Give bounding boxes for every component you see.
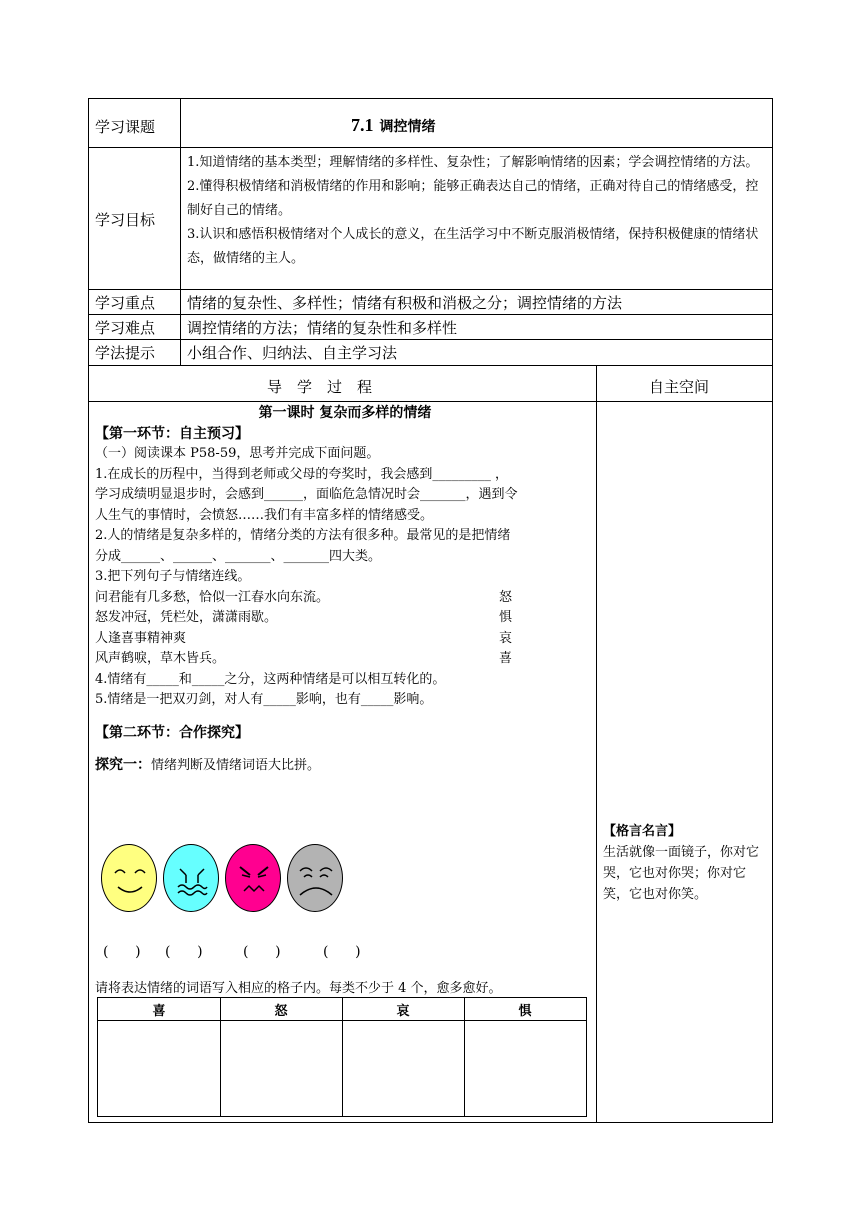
hard-label: 学习难点 — [95, 319, 156, 337]
row-divider — [89, 365, 772, 366]
row-divider — [89, 314, 772, 315]
angry-face-icon — [225, 844, 281, 912]
hard-text: 调控情绪的方法；情绪的复杂性和多样性 — [187, 319, 458, 337]
method-label: 学法提示 — [95, 344, 156, 362]
question-text: 分成______、______、_______、_______四大类。 — [95, 548, 382, 564]
answer-blank: ( ) — [243, 944, 281, 960]
key-text: 情绪的复杂性、多样性；情绪有积极和消极之分；调控情绪的方法 — [187, 294, 623, 312]
sad-face-icon — [287, 844, 343, 912]
page-title — [351, 115, 436, 136]
row-divider — [89, 401, 772, 402]
section-heading: 【第二环节：合作探究】 — [95, 724, 249, 741]
match-emotion: 哀 — [499, 630, 513, 646]
row-divider — [89, 339, 772, 340]
key-label: 学习重点 — [95, 294, 156, 312]
column-divider — [596, 365, 597, 1123]
lesson-title: 第一课时 复杂而多样的情绪 — [258, 405, 432, 421]
match-row — [95, 649, 595, 670]
quote-title: 【格言名言】 — [603, 824, 682, 839]
explore-label: 探究一： — [95, 757, 151, 773]
question-text: 3.把下列句子与情绪连线。 — [95, 569, 251, 584]
sidebar-quote — [603, 821, 768, 905]
match-emotion: 惧 — [499, 610, 513, 625]
free-space-column-header: 自主空间 — [649, 378, 710, 396]
happy-face-icon — [101, 844, 157, 912]
table-header-fear: 惧 — [518, 1004, 532, 1019]
match-row — [95, 608, 595, 629]
anxious-face-icon — [163, 844, 219, 912]
topic-number: 7.1 — [351, 115, 374, 135]
answer-blank: ( ) — [323, 944, 361, 960]
goal-item: 1.知道情绪的基本类型；理解情绪的多样性、复杂性；了解影响情绪的因素；学会调控情绪的方法。 — [187, 155, 759, 170]
question-text: 4.情绪有_____和_____之分，这两种情绪是可以相互转化的。 — [95, 671, 446, 687]
method-text: 小组合作、归纳法、自主学习法 — [187, 344, 398, 362]
match-row — [95, 588, 595, 609]
table-header-anger: 怒 — [274, 1004, 288, 1019]
row-divider — [89, 289, 772, 290]
match-sentence: 问君能有几多愁，恰似一江春水向东流。 — [95, 589, 330, 605]
explore-text: 情绪判断及情绪词语大比拼。 — [151, 758, 321, 773]
process-column-header: 导 学 过 程 — [267, 378, 373, 396]
row-divider — [89, 147, 772, 148]
match-sentence: 人逢喜事精神爽 — [95, 630, 187, 646]
goal-list — [187, 151, 767, 271]
goal-item: 3.认识和感悟积极情绪对个人成长的意义，在生活学习中不断克服消极情绪，保持积极健康的情绪状态，做情绪的主人。 — [187, 227, 759, 266]
question-text: 5.情绪是一把双刃剑，对人有_____影响，也有_____影响。 — [95, 692, 433, 707]
table-instruction: 请将表达情绪的词语写入相应的格子内。每类不少于 4 个，愈多愈好。 — [95, 981, 502, 996]
question-text: 1.在成长的历程中，当得到老师或父母的夸奖时，我会感到_________ ， — [95, 466, 509, 482]
goal-label: 学习目标 — [95, 211, 156, 229]
topic-label: 学习课题 — [95, 118, 156, 136]
process-content — [95, 403, 595, 777]
table-header-joy: 喜 — [152, 1004, 166, 1019]
match-sentence: 风声鹤唳，草木皆兵。 — [95, 651, 226, 666]
question-text: 2.人的情绪是复杂多样的，情绪分类的方法有很多种。最常见的是把情绪 — [95, 528, 511, 543]
answer-blank: ( ) — [103, 944, 141, 960]
section-heading: 【第一环节：自主预习】 — [95, 425, 249, 442]
explore-line — [95, 755, 595, 777]
goal-item: 2.懂得积极情绪和消极情绪的作用和影响；能够正确表达自己的情绪，正确对待自己的情绪感受，控制好自己的情绪。 — [187, 179, 759, 218]
quote-text: 生活就像一面镜子，你对它哭，它也对你哭；你对它笑，它也对你笑。 — [603, 845, 760, 902]
column-divider — [180, 99, 181, 365]
instruction-text: （一）阅读课本 P58-59，思考并完成下面问题。 — [95, 446, 380, 461]
match-sentence: 怒发冲冠，凭栏处，潇潇雨歇。 — [95, 610, 278, 625]
lesson-plan-table — [88, 98, 773, 1123]
question-text: 人生气的事情时，会愤怒……我们有丰富多样的情绪感受。 — [95, 507, 434, 523]
table-header-sorrow: 哀 — [396, 1004, 410, 1019]
match-emotion: 怒 — [499, 589, 513, 605]
match-emotion: 喜 — [499, 651, 513, 666]
answer-blank: ( ) — [165, 944, 203, 960]
question-text: 学习成绩明显退步时，会感到______，面临危急情况时会_______，遇到令 — [95, 487, 518, 502]
emotion-words-table — [97, 997, 587, 1117]
topic-title: 调控情绪 — [379, 119, 436, 135]
match-row — [95, 629, 595, 650]
